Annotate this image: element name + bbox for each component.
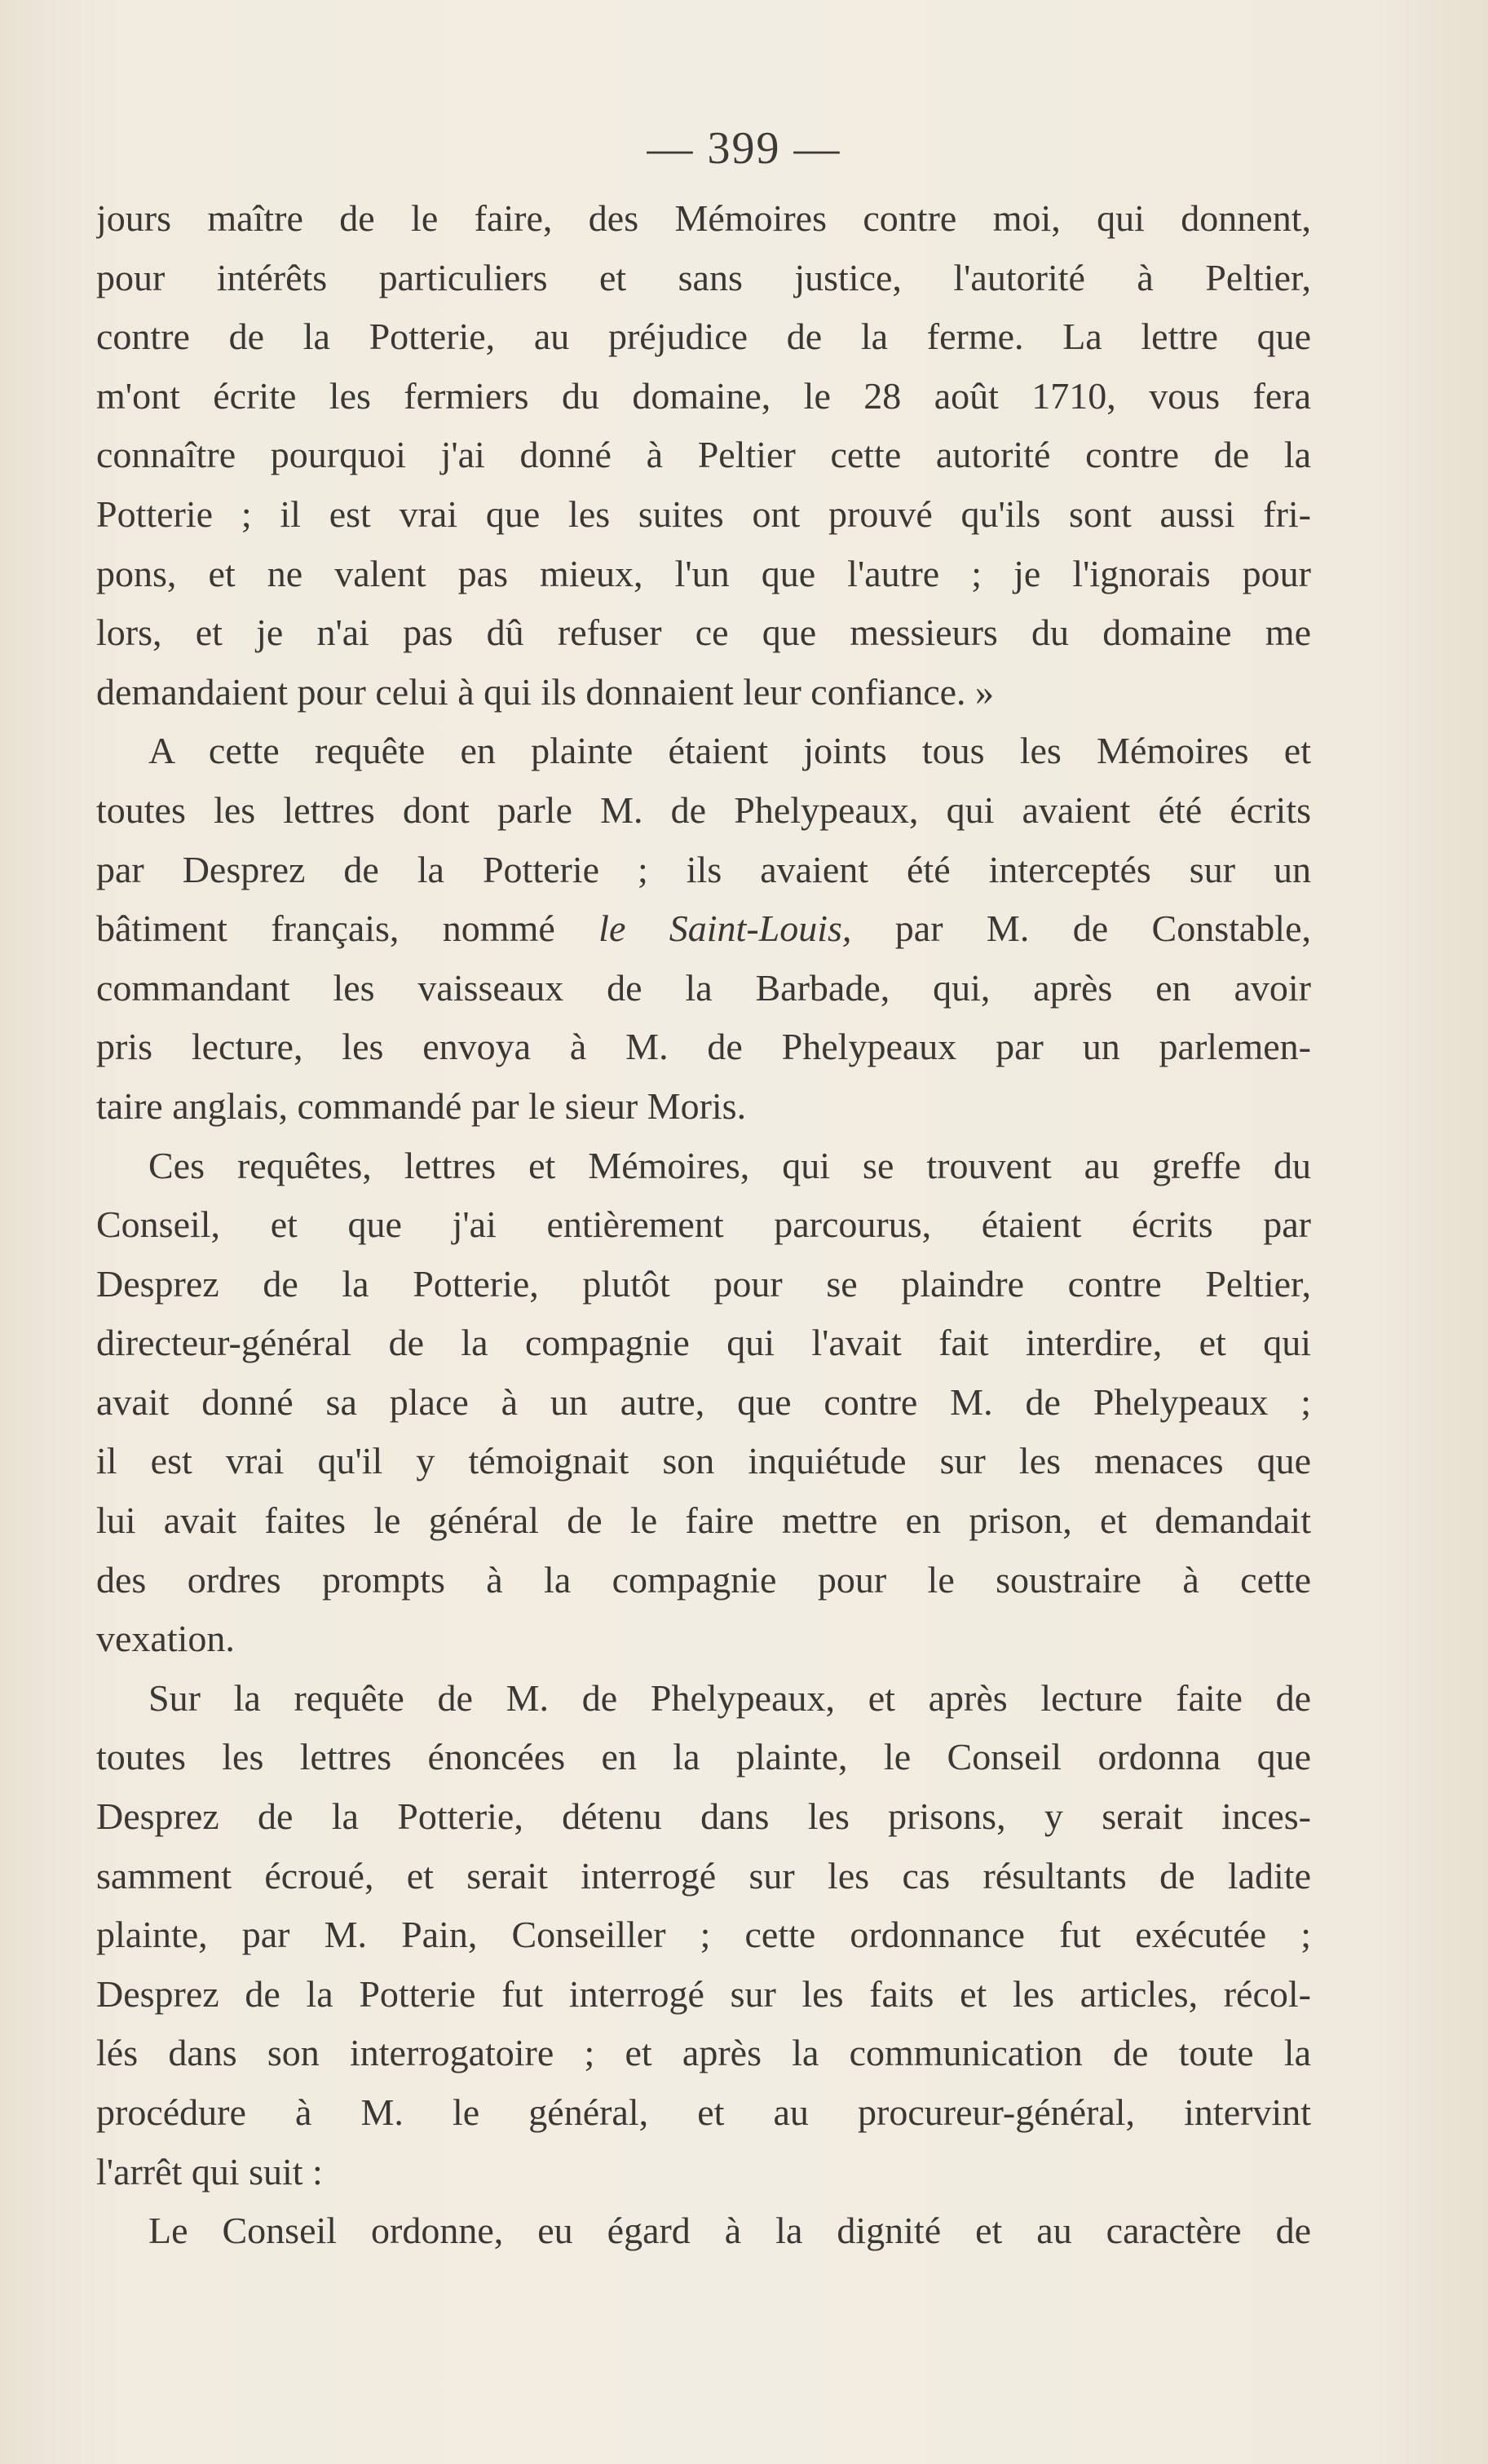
text-line: toutes les lettres dont parle M. de Phelypeaux, qui avaient été écrits xyxy=(96,788,1311,831)
text-line: Ces requêtes, lettres et Mémoires, qui se trouvent au greffe du xyxy=(148,1144,1311,1186)
text-line: jours maître de le faire, des Mémoires contre moi, qui donnent, xyxy=(96,197,1311,239)
text-line: Desprez de la Potterie, plutôt pour se plaindre contre Peltier, xyxy=(96,1262,1311,1305)
text-line: Desprez de la Potterie fut interrogé sur les faits et les articles, récol- xyxy=(96,1972,1311,2015)
text-line: il est vrai qu'il y témoignait son inquiétude sur les menaces que xyxy=(96,1440,1311,1482)
body-text xyxy=(96,189,1311,2261)
text-line: Potterie ; il est vrai que les suites ont prouvé qu'ils sont aussi fri- xyxy=(96,492,1311,535)
text-line: par Desprez de la Potterie ; ils avaient été interceptés sur un xyxy=(96,848,1311,890)
page-number: — 399 — xyxy=(647,123,841,174)
text-line: m'ont écrite les fermiers du domaine, le 28 août 1710, vous fera xyxy=(96,374,1311,417)
text-line: taire anglais, commandé par le sieur Moris. xyxy=(96,1084,747,1127)
text-line: toutes les lettres énoncées en la plainte, le Conseil ordonna que xyxy=(96,1736,1311,1778)
text-line: directeur-général de la compagnie qui l'avait fait interdire, et qui xyxy=(96,1322,1311,1364)
text-line: Sur la requête de M. de Phelypeaux, et après lecture faite de xyxy=(148,1676,1311,1719)
text-line: commandant les vaisseaux de la Barbade, qui, après en avoir xyxy=(96,966,1311,1009)
text-line: lés dans son interrogatoire ; et après la communication de toute la xyxy=(96,2032,1311,2074)
text-line: plainte, par M. Pain, Conseiller ; cette ordonnance fut exécutée ; xyxy=(96,1914,1311,1956)
text-line: avait donné sa place à un autre, que contre M. de Phelypeaux ; xyxy=(96,1380,1311,1423)
text-line: connaître pourquoi j'ai donné à Peltier cette autorité contre de la xyxy=(96,434,1311,476)
text-line: pris lecture, les envoya à M. de Phelypeaux par un parlemen- xyxy=(96,1026,1311,1068)
text-line: lui avait faites le général de le faire mettre en prison, et demandait xyxy=(96,1499,1311,1542)
text-line: Conseil, et que j'ai entièrement parcourus, étaient écrits par xyxy=(96,1203,1311,1246)
text-line: samment écroué, et serait interrogé sur les cas résultants de ladite xyxy=(96,1854,1311,1897)
text-line: pour intérêts particuliers et sans justice, l'autorité à Peltier, xyxy=(96,256,1311,298)
text-line: pons, et ne valent pas mieux, l'un que l'autre ; je l'ignorais pour xyxy=(96,552,1311,594)
text-line: contre de la Potterie, au préjudice de la ferme. La lettre que xyxy=(96,316,1311,358)
text-line: vexation. xyxy=(96,1618,235,1660)
text-line: Le Conseil ordonne, eu égard à la dignité et au caractère de xyxy=(148,2210,1311,2252)
text-line: A cette requête en plainte étaient joints tous les Mémoires et xyxy=(148,730,1311,772)
text-line: l'arrêt qui suit : xyxy=(96,2150,323,2192)
text-line: bâtiment français, nommé le Saint-Louis, par M. de Constable, xyxy=(96,907,1311,950)
text-line: des ordres prompts à la compagnie pour le soustraire à cette xyxy=(96,1558,1311,1601)
text-line: Desprez de la Potterie, détenu dans les prisons, y serait inces- xyxy=(96,1795,1311,1838)
text-line: lors, et je n'ai pas dû refuser ce que messieurs du domaine me xyxy=(96,612,1311,654)
text-line: demandaient pour celui à qui ils donnaient leur confiance. » xyxy=(96,670,995,713)
text-line: procédure à M. le général, et au procureur-général, intervint xyxy=(96,2091,1311,2133)
